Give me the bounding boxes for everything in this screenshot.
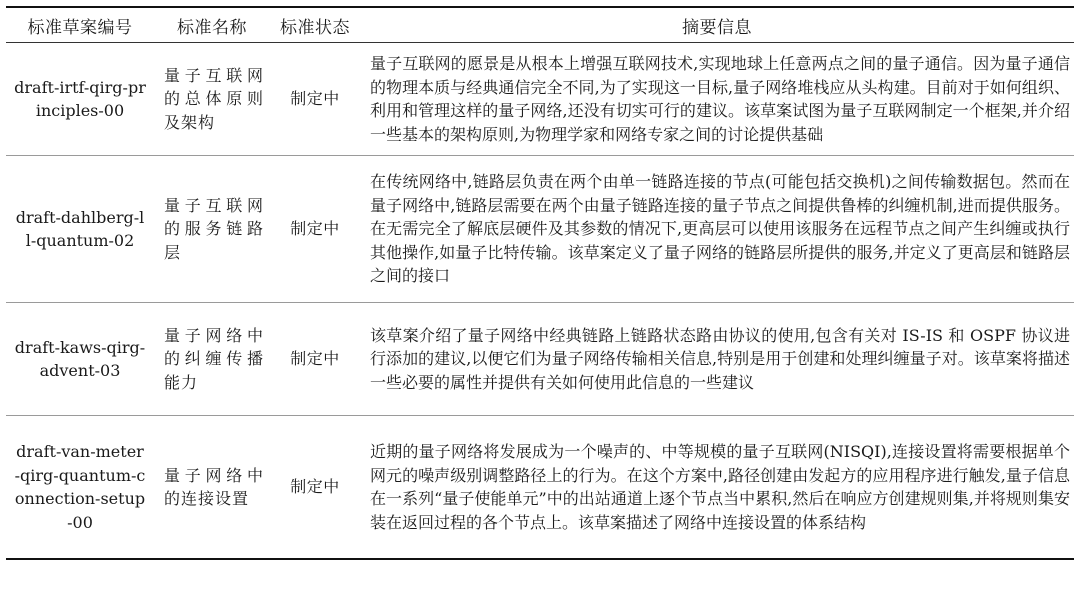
table-header (6, 7, 1074, 43)
standard-name-cell: 量子互联网的服务链路层 (154, 156, 270, 303)
summary-cell: 该草案介绍了量子网络中经典链路上链路状态路由协议的使用,包含有关对 IS-IS 和 OSPF 协议进行添加的建议,以便它们为量子网络传输相关信息,特别是用于创建和处理纠缠量子对。该草案将描述一些必要的属性并提供有关如何使用此信息的一些建议 (360, 303, 1074, 416)
draft-id-cell: draft-van-meter-qirg-quantum-connection-setup-00 (6, 416, 154, 560)
table-row (6, 156, 1074, 303)
status-cell: 制定中 (270, 303, 360, 416)
summary-cell: 在传统网络中,链路层负责在两个由单一链路连接的节点(可能包括交换机)之间传输数据包。然而在量子网络中,链路层需要在两个由量子链路连接的量子节点之间提供鲁棒的纠缠机制,进而提供服务。在无需完全了解底层硬件及其参数的情况下,更高层可以使用该服务在远程节点之间产生纠缠或执行其他操作,如量子比特传输。该草案定义了量子网络的链路层所提供的服务,并定义了更高层和链路层之间的接口 (360, 156, 1074, 303)
draft-id-cell: draft-irtf-qirg-principles-00 (6, 43, 154, 156)
table-row (6, 416, 1074, 560)
table-body (6, 43, 1074, 560)
standard-name-cell: 量子互联网的总体原则及架构 (154, 43, 270, 156)
summary-cell: 量子互联网的愿景是从根本上增强互联网技术,实现地球上任意两点之间的量子通信。因为量子通信的物理本质与经典通信完全不同,为了实现这一目标,量子网络堆栈应从头构建。目前对于如何组织、利用和管理这样的量子网络,还没有切实可行的建议。该草案试图为量子互联网制定一个框架,并介绍一些基本的架构原则,为物理学家和网络专家之间的讨论提供基础 (360, 43, 1074, 156)
table-row (6, 303, 1074, 416)
summary-cell: 近期的量子网络将发展成为一个噪声的、中等规模的量子互联网(NISQI),连接设置将需要根据单个网元的噪声级别调整路径上的行为。在这个方案中,路径创建由发起方的应用程序进行触发,量子信息在一系列“量子使能单元”中的出站通道上逐个节点当中累积,然后在响应方创建规则集,并将规则集安装在返回过程的各个节点上。该草案描述了网络中连接设置的体系结构 (360, 416, 1074, 560)
quantum-internet-standards-table (6, 6, 1074, 560)
header-row (6, 7, 1074, 43)
header-standard-status: 标准状态 (270, 7, 360, 43)
standard-name-cell: 量子网络中的连接设置 (154, 416, 270, 560)
status-cell: 制定中 (270, 43, 360, 156)
status-cell: 制定中 (270, 416, 360, 560)
header-summary: 摘要信息 (360, 7, 1074, 43)
status-cell: 制定中 (270, 156, 360, 303)
standards-table-container (6, 6, 1074, 560)
draft-id-cell: draft-kaws-qirg-advent-03 (6, 303, 154, 416)
header-draft-id: 标准草案编号 (6, 7, 154, 43)
standard-name-cell: 量子网络中的纠缠传播能力 (154, 303, 270, 416)
header-standard-name: 标准名称 (154, 7, 270, 43)
draft-id-cell: draft-dahlberg-ll-quantum-02 (6, 156, 154, 303)
table-row (6, 43, 1074, 156)
